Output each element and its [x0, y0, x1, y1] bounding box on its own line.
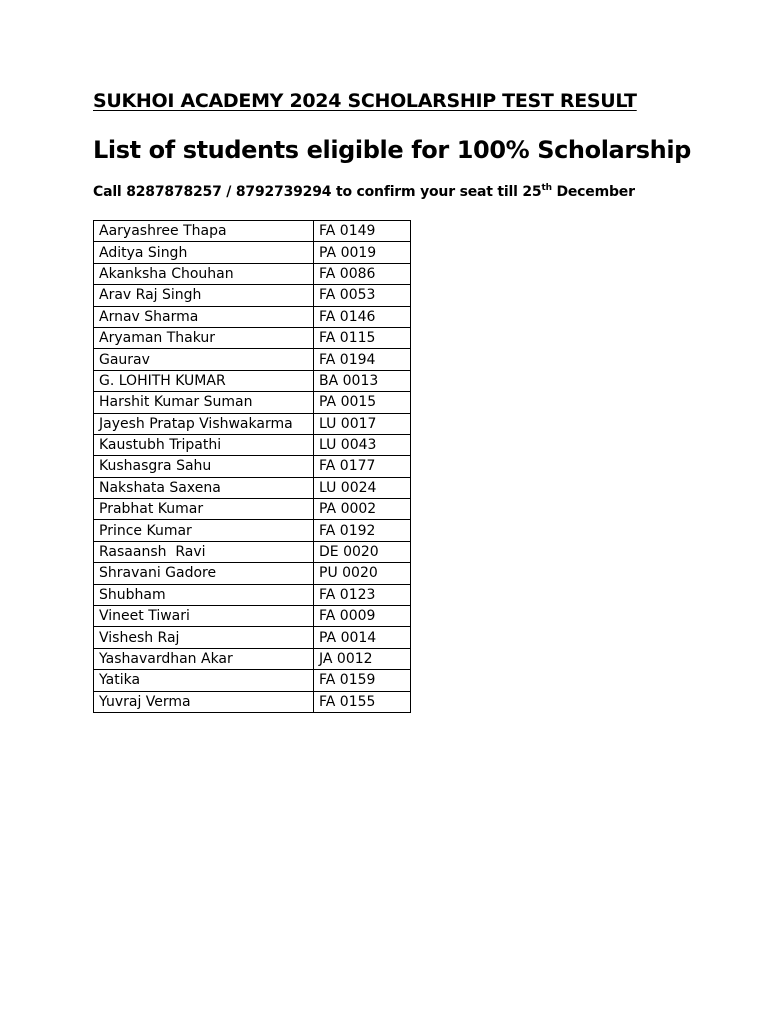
table-row [94, 327, 411, 348]
roll-code-cell: LU 0017 [314, 413, 411, 434]
roll-code-cell: FA 0149 [314, 221, 411, 242]
table-row [94, 242, 411, 263]
table-row [94, 456, 411, 477]
table-row [94, 263, 411, 284]
table-row [94, 563, 411, 584]
notice-text-after: December [551, 184, 635, 200]
contact-notice [93, 184, 635, 200]
table-row [94, 392, 411, 413]
table-row [94, 691, 411, 712]
student-name-cell: Vishesh Raj [94, 627, 314, 648]
table-row [94, 541, 411, 562]
table-row [94, 477, 411, 498]
table-row [94, 221, 411, 242]
roll-code-cell: FA 0146 [314, 306, 411, 327]
student-name-cell: Yashavardhan Akar [94, 648, 314, 669]
scholarship-results-table [93, 220, 411, 713]
student-name-cell: Akanksha Chouhan [94, 263, 314, 284]
roll-code-cell: FA 0177 [314, 456, 411, 477]
student-name-cell: Shravani Gadore [94, 563, 314, 584]
roll-code-cell: PA 0015 [314, 392, 411, 413]
notice-superscript: th [541, 183, 552, 193]
student-name-cell: Kushasgra Sahu [94, 456, 314, 477]
table-row [94, 670, 411, 691]
roll-code-cell: LU 0024 [314, 477, 411, 498]
table-row [94, 434, 411, 455]
student-name-cell: Arnav Sharma [94, 306, 314, 327]
student-name-cell: Aaryashree Thapa [94, 221, 314, 242]
student-name-cell: G. LOHITH KUMAR [94, 370, 314, 391]
student-name-cell: Jayesh Pratap Vishwakarma [94, 413, 314, 434]
results-table-body [94, 221, 411, 713]
document-title: SUKHOI ACADEMY 2024 SCHOLARSHIP TEST RESULT [93, 90, 637, 112]
roll-code-cell: FA 0053 [314, 285, 411, 306]
roll-code-cell: PA 0002 [314, 499, 411, 520]
table-row [94, 606, 411, 627]
table-row [94, 648, 411, 669]
student-name-cell: Harshit Kumar Suman [94, 392, 314, 413]
table-row [94, 306, 411, 327]
student-name-cell: Rasaansh Ravi [94, 541, 314, 562]
roll-code-cell: FA 0009 [314, 606, 411, 627]
roll-code-cell: PA 0019 [314, 242, 411, 263]
roll-code-cell: FA 0123 [314, 584, 411, 605]
roll-code-cell: FA 0159 [314, 670, 411, 691]
student-name-cell: Prince Kumar [94, 520, 314, 541]
student-name-cell: Aditya Singh [94, 242, 314, 263]
table-row [94, 627, 411, 648]
document-subtitle: List of students eligible for 100% Scholarship [93, 136, 691, 164]
roll-code-cell: FA 0115 [314, 327, 411, 348]
roll-code-cell: JA 0012 [314, 648, 411, 669]
notice-text-before: Call 8287878257 / 8792739294 to confirm your seat till 25 [93, 184, 542, 200]
student-name-cell: Vineet Tiwari [94, 606, 314, 627]
student-name-cell: Yuvraj Verma [94, 691, 314, 712]
student-name-cell: Shubham [94, 584, 314, 605]
roll-code-cell: FA 0155 [314, 691, 411, 712]
student-name-cell: Kaustubh Tripathi [94, 434, 314, 455]
student-name-cell: Nakshata Saxena [94, 477, 314, 498]
student-name-cell: Yatika [94, 670, 314, 691]
table-row [94, 584, 411, 605]
student-name-cell: Arav Raj Singh [94, 285, 314, 306]
roll-code-cell: PU 0020 [314, 563, 411, 584]
student-name-cell: Prabhat Kumar [94, 499, 314, 520]
roll-code-cell: LU 0043 [314, 434, 411, 455]
roll-code-cell: FA 0194 [314, 349, 411, 370]
roll-code-cell: DE 0020 [314, 541, 411, 562]
table-row [94, 520, 411, 541]
roll-code-cell: BA 0013 [314, 370, 411, 391]
roll-code-cell: PA 0014 [314, 627, 411, 648]
student-name-cell: Aryaman Thakur [94, 327, 314, 348]
student-name-cell: Gaurav [94, 349, 314, 370]
roll-code-cell: FA 0192 [314, 520, 411, 541]
table-row [94, 413, 411, 434]
table-row [94, 370, 411, 391]
table-row [94, 349, 411, 370]
roll-code-cell: FA 0086 [314, 263, 411, 284]
table-row [94, 285, 411, 306]
table-row [94, 499, 411, 520]
